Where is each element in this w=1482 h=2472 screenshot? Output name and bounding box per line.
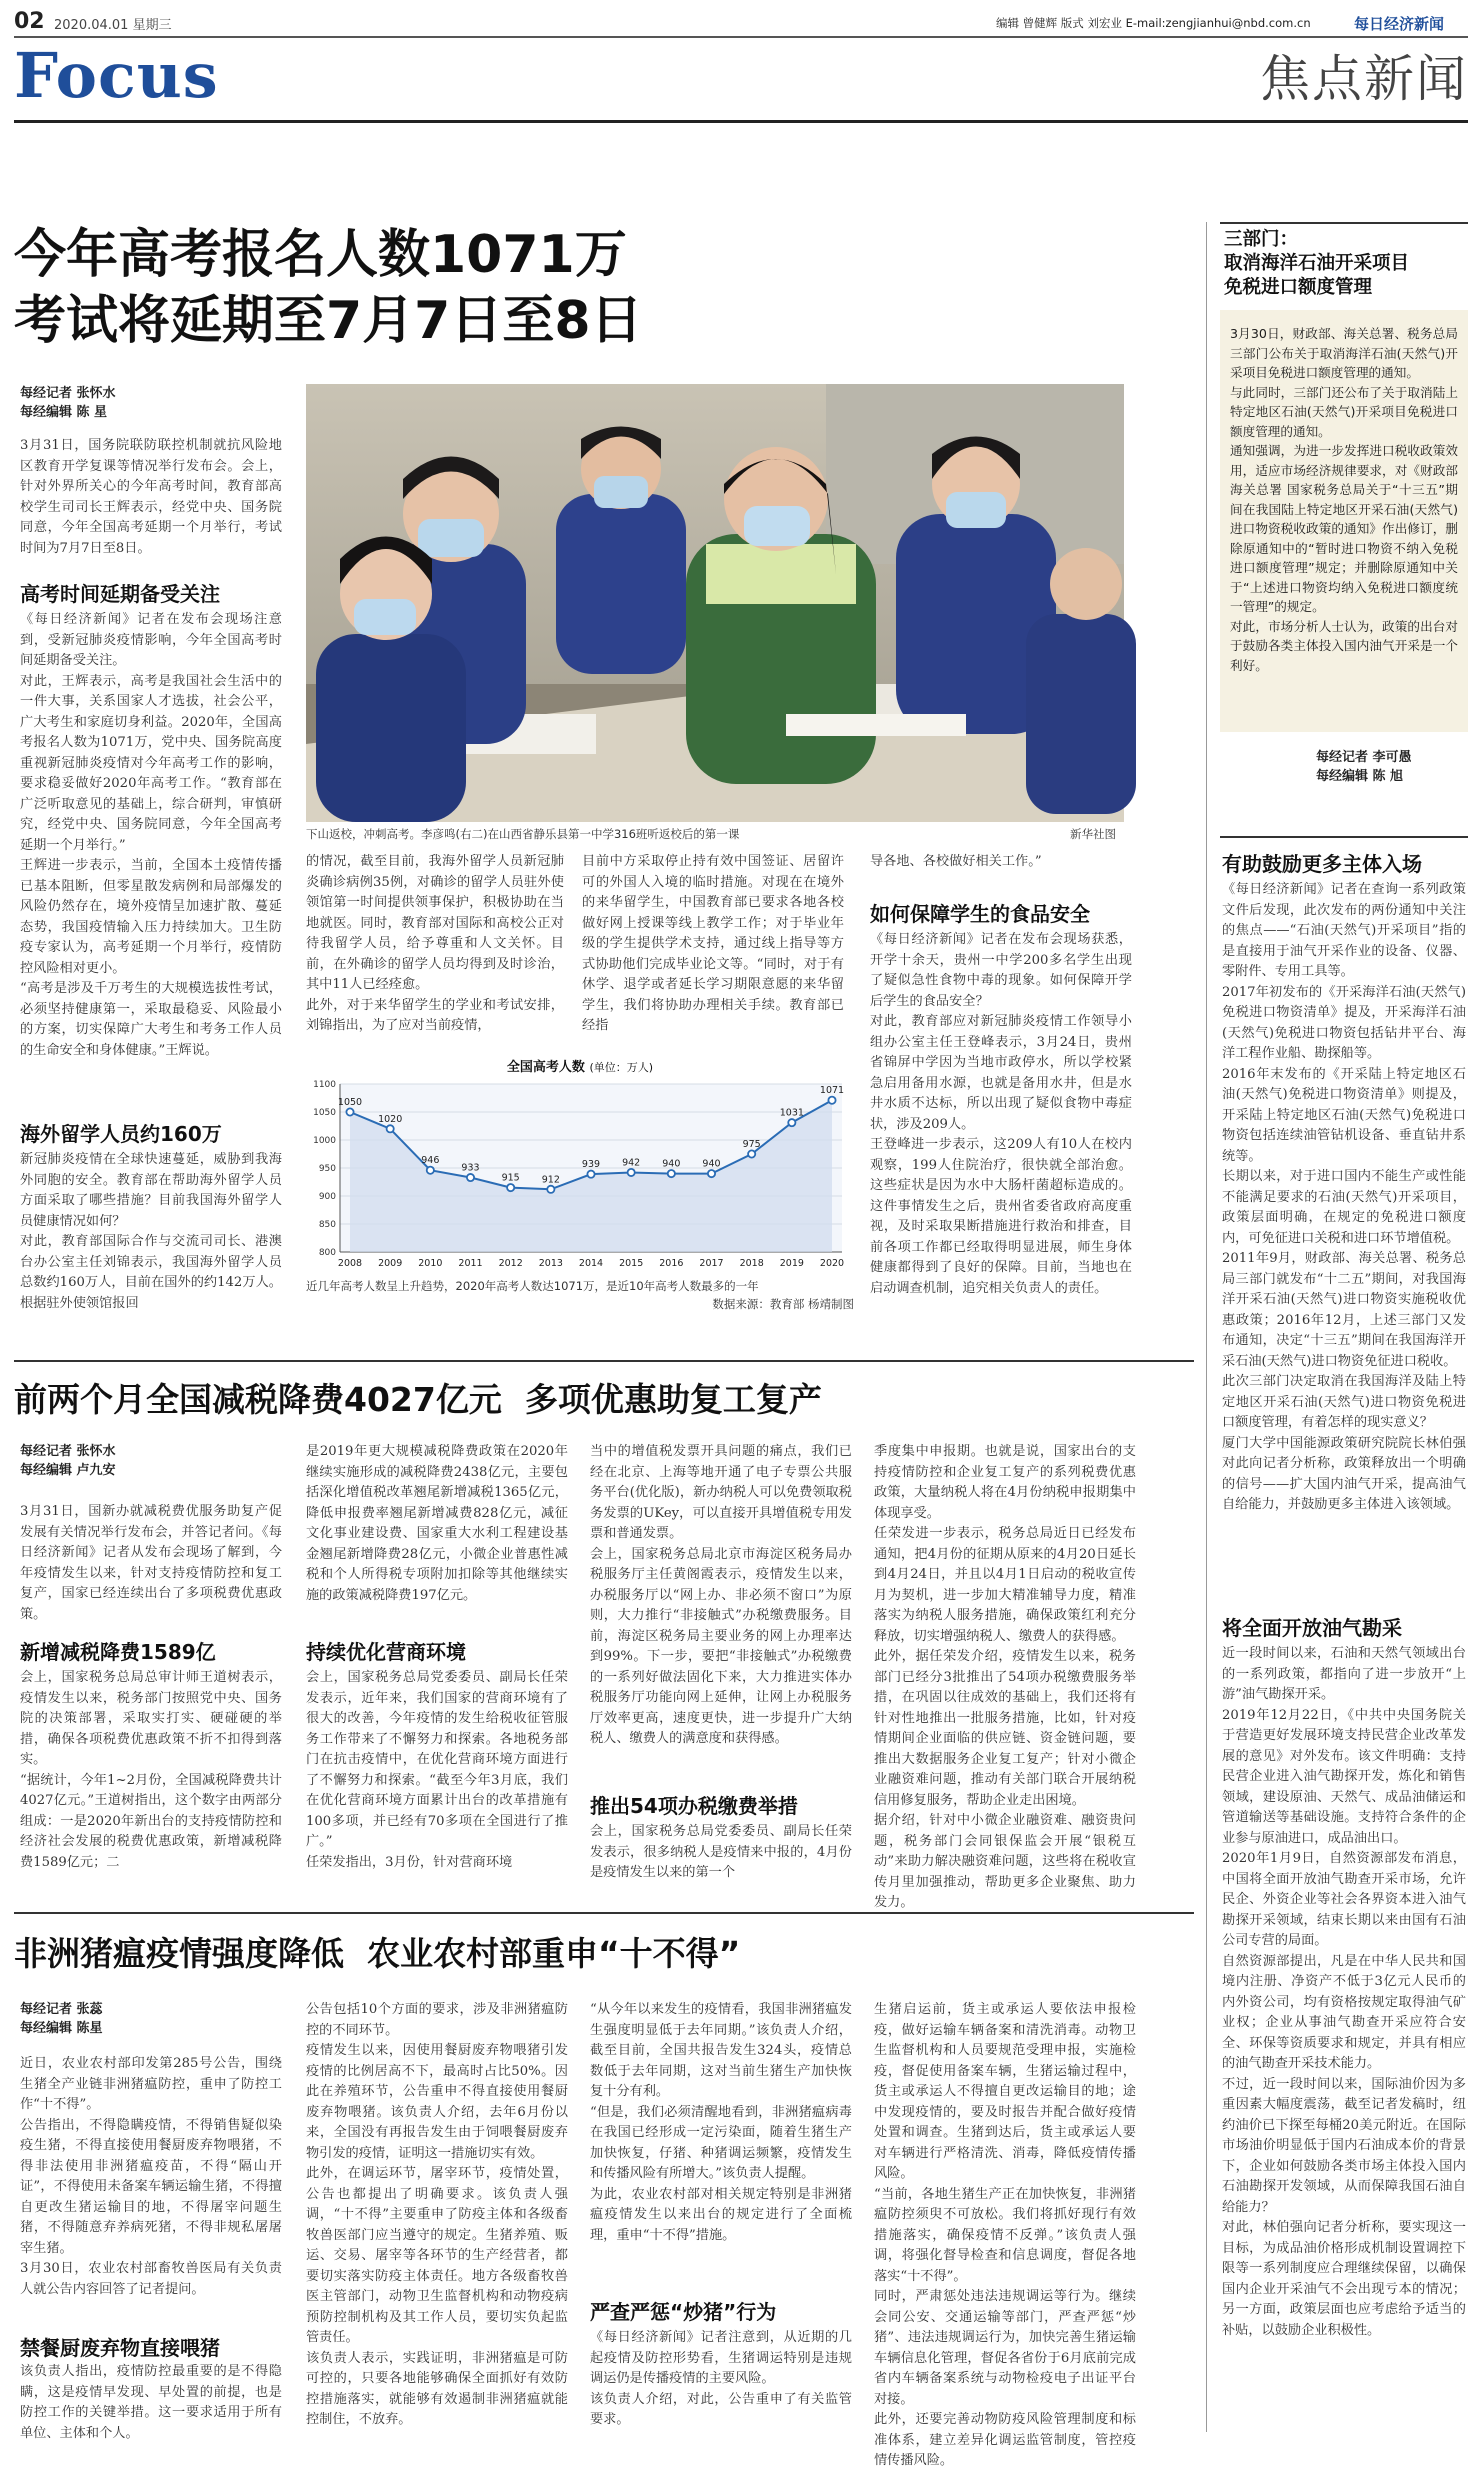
tax-headline: 前两个月全国减税降费4027亿元 多项优惠助复工复产 (14, 1380, 822, 1419)
swine-body-1: 该负责人指出，疫情防控最重要的是不得隐瞒，这是疫情早发现、早处置的前提，也是防控工作的关键举措。这一要求适用于所有单位、主体和个人。 (20, 2364, 282, 2441)
students-classroom-image (306, 384, 1124, 822)
chart-data-label: 915 (501, 1172, 520, 1184)
gaokao-subhead-3: 如何保障学生的食品安全 (870, 902, 1090, 926)
chart-x-tick-label: 2018 (739, 1258, 764, 1269)
photo-credit: 新华社图 (1070, 827, 1116, 841)
chart-x-tick-label: 2019 (779, 1258, 804, 1269)
gaokao-headline (14, 222, 1194, 354)
tax-body-1: 会上，国家税务总局总审计师王道树表示，疫情发生以来，税务部门按照党中央、国务院的决策部署，采取实打实、硬碰硬的举措，确保各项税费优惠政策不折不扣得到落实。 “据统计，今年1~2月份，全国减税降费共计4027亿元。”王道树指出，这个数字由两部分组成：一是2020年新出台的支持疫情防控和经济社会发展的税费优惠政策，新增减税降费1589亿元；二 (20, 1670, 282, 1870)
chart-x-tick-label: 2020 (819, 1258, 845, 1269)
chart-data-label: 975 (742, 1139, 761, 1150)
tax-body-4: 当中的增值税发票开具问题的痛点，我们已经在北京、上海等地开通了电子专票公共服务平台(优化版)，新办纳税人可以免费领取税务发票的UKey，可以直接开具增值税专用发票和普通发票。 会上，国家税务总局北京市海淀区税务局办税服务厅主任黄阁霞表示，疫情发生以来，办税服务厅以“网上办、非必须不窗口”为原则，大力推行“非接触式”办税缴费服务。目前，海淀区税务局主要业务的网上办理率达到99%。下一步，要把“非接触式”办税缴费的一系列好做法固化下来，大力推进实体办税服务厅功能向网上延伸，让网上办税服务厅效率更高，速度更快，进一步提升广大纳税人、缴费人的满意度和获得感。 (590, 1444, 852, 1746)
sidebar-editor: 每经编辑 陈 旭 (1316, 769, 1404, 784)
gaokao-subhead-2: 海外留学人员约160万 (20, 1122, 222, 1146)
chart-point (547, 1186, 554, 1193)
photo-caption (306, 826, 1124, 844)
gaokao-reporter: 每经记者 张怀水 (20, 386, 116, 401)
sidebar-lead: 3月30日，财政部、海关总署、税务总局三部门公布关于取消海洋石油(天然气)开采项目免税进口额度管理的通知。 与此同时，三部门还公布了关于取消陆上特定地区石油(天然气)开采项目免税进口额度管理的通知。 通知强调，为进一步发挥进口税收政策效用，适应市场经济规律要求，对《财政部 海关总署 国家税务总局关于“十三五”期间在我国陆上特定地区开采石油(天然气)进口物资税收政策的通知》作出修订，删除原通知中的“暂时进口物资不纳入免税进口额度管理”规定；并删除原通知中关于“上述进口物资均纳入免税进口额度统一管理”的规定。 对此，市场分析人士认为，政策的出台对于鼓励各类主体投入国内油气开采是一个利好。 (1230, 326, 1458, 673)
sidebar-subhead-1: 有助鼓励更多主体入场 (1222, 852, 1422, 876)
chart-y-tick-label: 900 (318, 1192, 336, 1202)
chart-x-tick-label: 2012 (498, 1258, 523, 1269)
swine-body-3: “从今年以来发生的疫情看，我国非洲猪瘟发生强度明显低于去年同期。”该负责人介绍，截至目前，全国共报告发生324头，疫情总数低于去年同期，这对当前生猪生产加快恢复十分有利。 “但是，我们必须清醒地看到，非洲猪瘟病毒在我国已经形成一定污染面，随着生猪生产加快恢复，仔猪、种猪调运频繁，疫情发生和传播风险有所增大。”该负责人提醒。 为此，农业农村部对相关规定特别是非洲猪瘟疫情发生以来出台的规定进行了全面梳理，重申“十不得”措施。 (590, 2002, 852, 2243)
tax-byline (20, 1442, 280, 1480)
chart-title-row (306, 1056, 854, 1075)
gaokao-editor: 每经编辑 陈 星 (20, 405, 108, 420)
page-number: 02 (14, 9, 45, 34)
tax-body-3: 会上，国家税务总局党委委员、副局长任荣发表示，近年来，我们国家的营商环境有了很大的改善，今年疫情的发生给税收征管服务工作带来了不懈努力和探索。各地税务部门在抗击疫情中，在优化营商环境方面进行了不懈努力和探索。“截至今年3月底，我们在优化营商环境方面累计出台的改革措施有100多项，并已经有70多项在全国进行了推广。” 任荣发指出，3月份，针对营商环境 (306, 1670, 568, 1870)
chart-x-tick-label: 2009 (378, 1258, 403, 1269)
chart-point (507, 1184, 514, 1191)
issue-date: 2020.04.01 星期三 (54, 18, 172, 33)
chart-point (788, 1119, 795, 1126)
chart-data-label: 933 (461, 1162, 480, 1174)
sidebar-headline (1224, 228, 1468, 300)
chart-y-tick-label: 1000 (313, 1136, 336, 1146)
section-title-en: Focus (14, 39, 219, 112)
chart-data-label: 1071 (819, 1085, 845, 1097)
sidebar-rule-1 (1220, 836, 1468, 838)
chart-y-tick-label: 1100 (313, 1080, 336, 1090)
header-rule (14, 36, 1468, 38)
sidebar-divider (1206, 222, 1207, 2432)
tax-body-5: 会上，国家税务总局党委委员、副局长任荣发表示，很多纳税人是疫情来中报的，4月份是疫情发生以来的第一个 (590, 1824, 852, 1880)
tax-editor: 每经编辑 卢九安 (20, 1463, 116, 1478)
chart-data-label: 940 (702, 1158, 721, 1170)
gaokao-body-5: 导各地、各校做好相关工作。” (870, 854, 1042, 869)
swine-subhead-2: 严查严惩“炒猪”行为 (590, 2300, 777, 2324)
chart-point (628, 1169, 635, 1176)
photo-caption-text: 下山返校，冲刺高考。李彦鸣(右二)在山西省静乐县第一中学316班听返校后的第一课 (306, 827, 740, 841)
chart-x-tick-label: 2016 (659, 1258, 684, 1269)
section-header-rule (14, 120, 1468, 123)
chart-data-label: 946 (421, 1155, 440, 1167)
students-photo (306, 384, 1124, 822)
swine-body-2: 公告包括10个方面的要求，涉及非洲猪瘟防控的不同环节。 疫情发生以来，因使用餐厨废弃物喂猪引发疫情的比例居高不下，最高时占比50%。因此在养殖环节，公告重申不得直接使用餐厨废弃物喂猪。该负责人介绍，去年6月份以来，全国没有再报告发生由于饲喂餐厨废弃物引发的疫情，证明这一措施切实有效。 此外，在调运环节，屠宰环节，疫情处置，公告也都提出了明确要求。该负责人强调，“十不得”主要重申了防疫主体和各级畜牧兽医部门应当遵守的规定。生猪养殖、贩运、交易、屠宰等各环节的生产经营者，都要切实落实防疫主体责任。地方各级畜牧兽医主管部门，动物卫生监督机构和动物疫病预防控制机构及其工作人员，要切实负起监管责任。 该负责人表示，实践证明，非洲猪瘟是可防可控的，只要各地能够确保全面抓好有效防控措施落实，就能够有效遏制非洲猪瘟就能控制住，不放弃。 (306, 2002, 568, 2427)
sidebar-subhead-2: 将全面开放油气勘采 (1222, 1616, 1402, 1640)
swine-headline: 非洲猪瘟疫情强度降低 农业农村部重申“十不得” (14, 1934, 741, 1973)
tax-lead: 3月31日，国新办就减税费优服务助复产促发展有关情况举行发布会，并答记者问。《每日经济新闻》记者从发布会现场了解到，今年疫情发生以来，针对支持疫情防控和复工复产，国家已经连续出台了多项税费优惠政策。 (20, 1504, 282, 1622)
gaokao-body-2: 新冠肺炎疫情在全球快速蔓延，威胁到我海外同胞的安全。教育部在帮助海外留学人员方面采取了哪些措施？目前我国海外留学人员健康情况如何？ 对此，教育部国际合作与交流司司长、港澳台办公室主任刘锦表示，我国海外留学人员总数约160万人，目前在国外的约142万人。根据驻外使领馆报回 (20, 1152, 282, 1311)
chart-x-tick-label: 2014 (578, 1258, 604, 1269)
page-editors: 编辑 曾健辉 版式 刘宏业 E-mail:zengjianhui@nbd.com.cn (996, 16, 1311, 30)
gaokao-subhead-1: 高考时间延期备受关注 (20, 582, 220, 606)
tax-top-rule (14, 1360, 1194, 1362)
chart-y-tick-label: 950 (318, 1164, 336, 1174)
sidebar-headline-line3: 免税进口额度管理 (1224, 277, 1373, 298)
gaokao-lead: 3月31日，国务院联防联控机制就抗风险地区教育开学复课等情况举行发布会。会上，针对外界所关心的今年高考时间，教育部高校学生司司长王辉表示，经党中央、国务院同意，今年全国高考延期一个月举行，考试时间为7月7日至8日。 (20, 438, 282, 556)
tax-subhead-1: 新增减税降费1589亿 (20, 1640, 216, 1664)
tax-body-2: 是2019年更大规模减税降费政策在2020年继续实施形成的减税降费2438亿元，主要包括深化增值税改革翘尾新增减税1365亿元，降低申报费率翘尾新增减费828亿元，减征文化事业建设费、国家重大水利工程建设基金翘尾新增降费28亿元，小微企业普惠性减税和个人所得税专项附加扣除等其他继续实施的政策减税降费197亿元。 (306, 1444, 568, 1603)
chart-caption: 近几年高考人数呈上升趋势，2020年高考人数达1071万，是近10年高考人数最多的一年 (306, 1279, 759, 1293)
chart-data-label: 939 (581, 1159, 601, 1171)
chart-data-label: 1050 (337, 1097, 363, 1108)
chart-point (427, 1167, 434, 1174)
gaokao-body-3: 的情况，截至目前，我海外留学人员新冠肺炎确诊病例35例，对确诊的留学人员驻外使领馆第一时间提供领事保护，积极协助在当地就医。同时，教育部对国际和高校公正对待我留学人员，给予尊重和人文关怀。目前，在外确诊的留学人员均得到及时诊治，其中11人已经痊愈。 此外，对于来华留学生的学业和考试安排，刘锦指出，为了应对当前疫情， (306, 854, 564, 1033)
sidebar-byline (1316, 748, 1466, 786)
section-title-cn: 焦点新闻 (1260, 50, 1468, 108)
chart-x-tick-label: 2015 (619, 1258, 644, 1269)
sidebar-reporter: 每经记者 李可愚 (1316, 750, 1412, 765)
chart-data-label: 1020 (378, 1113, 403, 1125)
chart-point (668, 1170, 675, 1177)
tax-reporter: 每经记者 张怀水 (20, 1444, 116, 1459)
swine-editor: 每经编辑 陈星 (20, 2021, 103, 2036)
chart-x-tick-label: 2011 (458, 1258, 483, 1269)
chart-data-label: 942 (622, 1157, 641, 1169)
gaokao-headline-line2: 考试将延期至7月7日至8日 (14, 291, 643, 351)
chart-plot (306, 1076, 854, 1274)
gaokao-body-1: 《每日经济新闻》记者在发布会现场注意到，受新冠肺炎疫情影响，今年全国高考时间延期备受关注。 对此，王辉表示，高考是我国社会生活中的一件大事，关系国家人才选拔，社会公平，广大考生和家庭切身利益。2020年，全国高考报名人数为1071万，党中央、国务院高度重视新冠肺炎疫情对今年高考工作的影响，要求稳妥做好2020年高考工作。“教育部在广泛听取意见的基础上，综合研判，审慎研究，经党中央、国务院同意，今年全国高考延期一个月举行。” 王辉进一步表示，当前，全国本土疫情传播已基本阻断，但零星散发病例和局部爆发的风险仍然存在，境外疫情呈加速扩散、蔓延态势，我国疫情输入压力持续加大。卫生防疫专家认为，高考延期一个月举行，疫情防控风险相对更小。 “高考是涉及千万考生的大规模选拔性考试，必须坚持健康第一，采取最稳妥、风险最小的方案，切实保障广大考生和考务工作人员的生命安全和身体健康。”王辉说。 (20, 612, 282, 1058)
chart-point (346, 1108, 353, 1115)
gaokao-byline (20, 384, 300, 422)
chart-point (587, 1171, 594, 1178)
chart-point (708, 1170, 715, 1177)
chart-point (387, 1125, 394, 1132)
swine-top-rule (14, 1912, 1194, 1914)
chart-title: 全国高考人数 (506, 1060, 585, 1075)
chart-source: 数据来源：教育部 杨靖制图 (712, 1297, 854, 1311)
gaokao-body-4: 目前中方采取停止持有效中国签证、居留许可的外国人入境的临时措施。对现在在境外的来华留学生，中国教育部已要求各地各校做好网上授课等线上教学工作；对于毕业年级的学生提供学术支持，通过线上指导等方式协助他们完成毕业论文等。“同时，对于有休学、退学或者延长学习期限意愿的来华留学生，我们将协助办理相关手续。教育部已经指 (582, 854, 844, 1033)
tax-subhead-3: 推出54项办税缴费举措 (590, 1794, 798, 1818)
sidebar-lead-box (1220, 310, 1468, 732)
chart-x-tick-label: 2017 (699, 1258, 724, 1269)
sidebar-top-rule (1220, 222, 1468, 224)
swine-subhead-1: 禁餐厨废弃物直接喂猪 (20, 2336, 220, 2360)
chart-x-tick-label: 2008 (337, 1258, 363, 1269)
chart-x-tick-label: 2013 (538, 1258, 563, 1269)
gaokao-body-6: 《每日经济新闻》记者在发布会现场获悉，开学十余天，贵州一中学200多名学生出现了疑似急性食物中毒的现象。如何保障开学后学生的食品安全？ 对此，教育部应对新冠肺炎疫情工作领导小组办公室主任王登峰表示，3月24日，贵州省锦屏中学因为当地市政停水，所以学校紧急启用备用水源，也就是备用水井，但是水井水质不达标，所以出现了疑似食物中毒症状，涉及209人。 王登峰进一步表示，这209人有10人在校内观察，199人住院治疗，很快就全部治愈。这些症状是因为水中大肠杆菌超标造成的。这件事情发生之后，贵州省委省政府高度重视，及时采取果断措施进行救治和排查，目前各项工作都已经取得明显进展，师生身体健康都得到了良好的保障。目前，当地也在启动调查机制，追究相关负责人的责任。 (870, 932, 1132, 1296)
gaokao-chart (306, 1056, 854, 1320)
chart-point (748, 1150, 755, 1157)
swine-reporter: 每经记者 张蕊 (20, 2002, 103, 2017)
sidebar-headline-line2: 取消海洋石油开采项目 (1224, 253, 1410, 274)
gaokao-headline-line1: 今年高考报名人数1071万 (14, 225, 627, 285)
sidebar-body-2: 近一段时间以来，石油和天然气领域出台的一系列政策，都指向了进一步放开“上游”油气勘探开采。 2019年12月22日，《中共中央国务院关于营造更好发展环境支持民营企业改革发展的意见》对外发布。该文件明确：支持民营企业进入油气勘探开发，炼化和销售领域，建设原油、天然气、成品油储运和管道输送等基础设施。支持符合条件的企业参与原油进口，成品油出口。 2020年1月9日，自然资源部发布消息，中国将全面开放油气勘查开采市场，允许民企、外资企业等社会各界资本进入油气勘探开采领域，结束长期以来由国有石油公司专营的局面。 自然资源部提出，凡是在中华人民共和国境内注册、净资产不低于3亿元人民币的内外资公司，均有资格按规定取得油气矿业权；企业从事油气勘查开采应符合安全、环保等资质要求和规定，并具有相应的油气勘查开采技术能力。 不过，近一段时间以来，国际油价因为多重因素大幅度震荡，截至记者发稿时，纽约油价已下探至每桶20美元附近。在国际市场油价明显低于国内石油成本价的背景下，企业如何鼓励各类市场主体投入国内石油勘探开发领域，从而保障我国石油自给能力？ 对此，林伯强向记者分析称，要实现这一目标，为成品油价格形成机制设置调控下限等一系列制度应合理继续保留，以确保国内企业开采油气不会出现亏本的情况；另一方面，政策层面也应考虑给予适当的补贴，以鼓励企业积极性。 (1222, 1646, 1466, 2338)
swine-byline (20, 2000, 280, 2038)
chart-unit: (单位：万人) (589, 1061, 654, 1074)
masthead-logo: 每日经济新闻 (1354, 15, 1445, 33)
sidebar-headline-line1: 三部门： (1224, 229, 1299, 250)
chart-data-label: 1031 (779, 1107, 804, 1119)
chart-y-tick-label: 850 (318, 1220, 336, 1230)
chart-x-tick-label: 2010 (418, 1258, 443, 1269)
chart-y-tick-label: 1050 (313, 1108, 336, 1118)
chart-data-label: 940 (662, 1158, 681, 1170)
chart-data-label: 912 (541, 1174, 560, 1186)
swine-lead: 近日，农业农村部印发第285号公告，围绕生猪全产业链非洲猪瘟防控，重申了防控工作“十不得”。 公告指出，不得隐瞒疫情，不得销售疑似染疫生猪，不得直接使用餐厨废弃物喂猪，不得非法使用非洲猪瘟疫苗，不得“隔山开证”，不得使用未备案车辆运输生猪，不得擅自更改生猪运输目的地，不得屠宰问题生猪，不得随意弃养病死猪，不得非规私屠屠宰生猪。 3月30日，农业农村部畜牧兽医局有关负责人就公告内容回答了记者提问。 (20, 2056, 282, 2297)
tax-body-6: 季度集中申报期。也就是说，国家出台的支持疫情防控和企业复工复产的系列税费优惠政策，大量纳税人将在4月份纳税申报期集中体现享受。 任荣发进一步表示，税务总局近日已经发布通知，把4月份的征期从原来的4月20日延长到4月24日，并且以4月1日启动的税收宣传月为契机，进一步加大精准辅导力度，精准落实为纳税人服务措施，确保政策红利充分释放，切实增强纳税人、缴费人的获得感。 此外，据任荣发介绍，疫情发生以来，税务部门已经分3批推出了54项办税缴费服务举措，在巩固以往成效的基础上，我们还将有针对性地推出一批服务措施，比如，针对疫情期间企业面临的供应链、资金链问题，要推出大数据服务企业复工复产；针对小微企业融资难问题，推动有关部门联合开展纳税信用修复服务，帮助企业走出困境。 据介绍，针对中小微企业融资难、融资贵问题，税务部门会同银保监会开展“银税互动”来助力解决融资难问题，这些将在税收宣传月里加强推动，帮助更多企业聚焦、助力发力。 (874, 1444, 1136, 1910)
swine-body-5: 生猪启运前，货主或承运人要依法申报检疫，做好运输车辆备案和清洗消毒。动物卫生监督机构和人员要规范受理申报，实施检疫，督促使用备案车辆，生猪运输过程中，货主或承运人不得擅自更改运输目的地；途中发现疫情的，要及时报告并配合做好疫情处置和调查。生猪到达后，货主或承运人要对车辆进行严格清洗、消毒，降低疫情传播风险。 “当前，各地生猪生产正在加快恢复，非洲猪瘟防控须臾不可放松。我们将抓好现行有效措施落实，确保疫情不反弹。”该负责人强调，将强化督导检查和信息调度，督促各地落实“十不得”。 同时，严肃惩处违法违规调运等行为。继续会同公安、交通运输等部门，严查严惩“炒猪”、违法违规调运行为，加快完善生猪运输车辆信息化管理，督促各省份于6月底前完成省内车辆备案系统与动物检疫电子出证平台对接。 此外，还要完善动物防疫风险管理制度和标准体系，建立差异化调运监管制度，管控疫情传播风险。 (874, 2002, 1136, 2468)
chart-point (467, 1174, 474, 1181)
swine-body-4: 《每日经济新闻》记者注意到，从近期的几起疫情及防控形势看，生猪调运特别是违规调运仍是传播疫情的主要风险。 该负责人介绍，对此，公告重申了有关监管要求。 (590, 2330, 852, 2427)
chart-point (828, 1097, 835, 1104)
tax-subhead-2: 持续优化营商环境 (306, 1640, 466, 1664)
chart-y-tick-label: 800 (318, 1248, 336, 1258)
sidebar-body-1: 《每日经济新闻》记者在查询一系列政策文件后发现，此次发布的两份通知中关注的焦点——“石油(天然气)开采项目”指的是直接用于油气开采作业的设备、仪器、零附件、专用工具等。 2017年初发布的《开采海洋石油(天然气)免税进口物资清单》提及，开采海洋石油(天然气)免税进口物资包括钻井平台、海洋工程作业船、勘探船等。 2016年末发布的《开采陆上特定地区石油(天然气)免税进口物资清单》则提及，开采陆上特定地区石油(天然气)免税进口物资包括连续油管钻机设备、垂直钻井系统等。 长期以来，对于进口国内不能生产或性能不能满足要求的石油(天然气)开采项目，政策层面明确，在规定的免税进口额度内，可免征进口关税和进口环节增值税。 2011年9月，财政部、海关总署、税务总局三部门就发布“十二五”期间，对我国海洋开采石油(天然气)进口物资实施税收优惠政策；2016年12月，上述三部门又发布通知，决定“十三五”期间在我国海洋开采石油(天然气)进口物资免征进口税收。 此次三部门决定取消在我国海洋及陆上特定地区开采石油(天然气)进口物资免税进口额度管理，有着怎样的现实意义？ 厦门大学中国能源政策研究院院长林伯强对此向记者分析称，政策释放出一个明确的信号——扩大国内油气开采，提高油气自给能力，并鼓励更多主体进入该领域。 (1222, 882, 1466, 1512)
page-header-bar (14, 10, 1468, 34)
